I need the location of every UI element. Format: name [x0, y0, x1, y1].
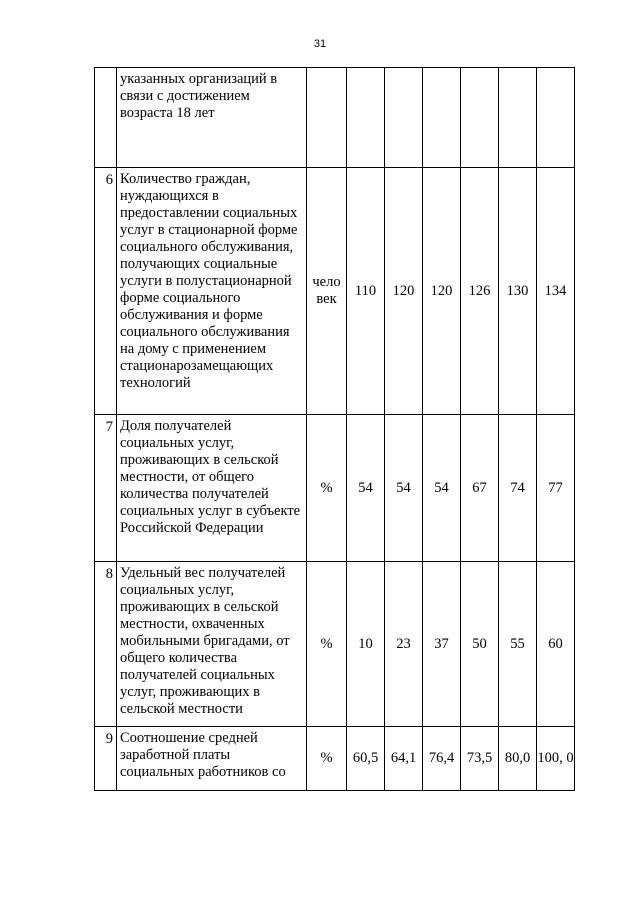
page-number: 31: [313, 38, 327, 50]
value-cell: 23: [385, 562, 423, 727]
value-cell: 64,1: [385, 727, 423, 791]
unit-cell: чело век: [307, 168, 347, 415]
row-number: 8: [95, 562, 117, 727]
value-cell: 110: [347, 168, 385, 415]
table-row: [95, 168, 575, 415]
value-cell: [537, 68, 575, 168]
value-cell: 73,5: [461, 727, 499, 791]
value-cell: 54: [385, 415, 423, 562]
value-cell: 120: [385, 168, 423, 415]
value-cell: 100, 0: [537, 727, 575, 791]
table-row: [95, 562, 575, 727]
value-cell: 120: [423, 168, 461, 415]
indicator-name: Удельный вес получателей социальных услуг, проживающих в сельской местности, охваченных мобильными бригадами, от общего количества получателей социальных услуг, проживающих в сельской местности: [117, 562, 307, 727]
value-cell: [423, 68, 461, 168]
value-cell: 55: [499, 562, 537, 727]
value-cell: 37: [423, 562, 461, 727]
value-cell: 60: [537, 562, 575, 727]
value-cell: 80,0: [499, 727, 537, 791]
unit-cell: %: [307, 562, 347, 727]
indicator-name: Количество граждан, нуждающихся в предоставлении социальных услуг в стационарной форме социального обслуживания, получающих социальные услуги в полустационарной форме социального обслуживания и форме социального обслуживания на дому с применением стационарозамещающих технологий: [117, 168, 307, 415]
value-cell: 126: [461, 168, 499, 415]
value-cell: [499, 68, 537, 168]
row-number: [95, 68, 117, 168]
table-row: [95, 415, 575, 562]
row-number: 7: [95, 415, 117, 562]
value-cell: 74: [499, 415, 537, 562]
value-cell: 54: [423, 415, 461, 562]
unit-cell: %: [307, 415, 347, 562]
table-row: [95, 68, 575, 168]
value-cell: 54: [347, 415, 385, 562]
value-cell: 67: [461, 415, 499, 562]
value-cell: 77: [537, 415, 575, 562]
value-cell: 130: [499, 168, 537, 415]
indicator-name: указанных организаций в связи с достижением возраста 18 лет: [117, 68, 307, 168]
indicator-name: Соотношение средней заработной платы социальных работников со: [117, 727, 307, 791]
value-cell: [461, 68, 499, 168]
row-number: 9: [95, 727, 117, 791]
value-cell: 60,5: [347, 727, 385, 791]
table-row: [95, 727, 575, 791]
indicators-table: [94, 67, 575, 791]
value-cell: 50: [461, 562, 499, 727]
value-cell: 76,4: [423, 727, 461, 791]
value-cell: [385, 68, 423, 168]
indicator-name: Доля получателей социальных услуг, проживающих в сельской местности, от общего количества получателей социальных услуг в субъекте Российской Федерации: [117, 415, 307, 562]
unit-cell: %: [307, 727, 347, 791]
unit-cell: [307, 68, 347, 168]
row-number: 6: [95, 168, 117, 415]
value-cell: 10: [347, 562, 385, 727]
value-cell: 134: [537, 168, 575, 415]
value-cell: [347, 68, 385, 168]
